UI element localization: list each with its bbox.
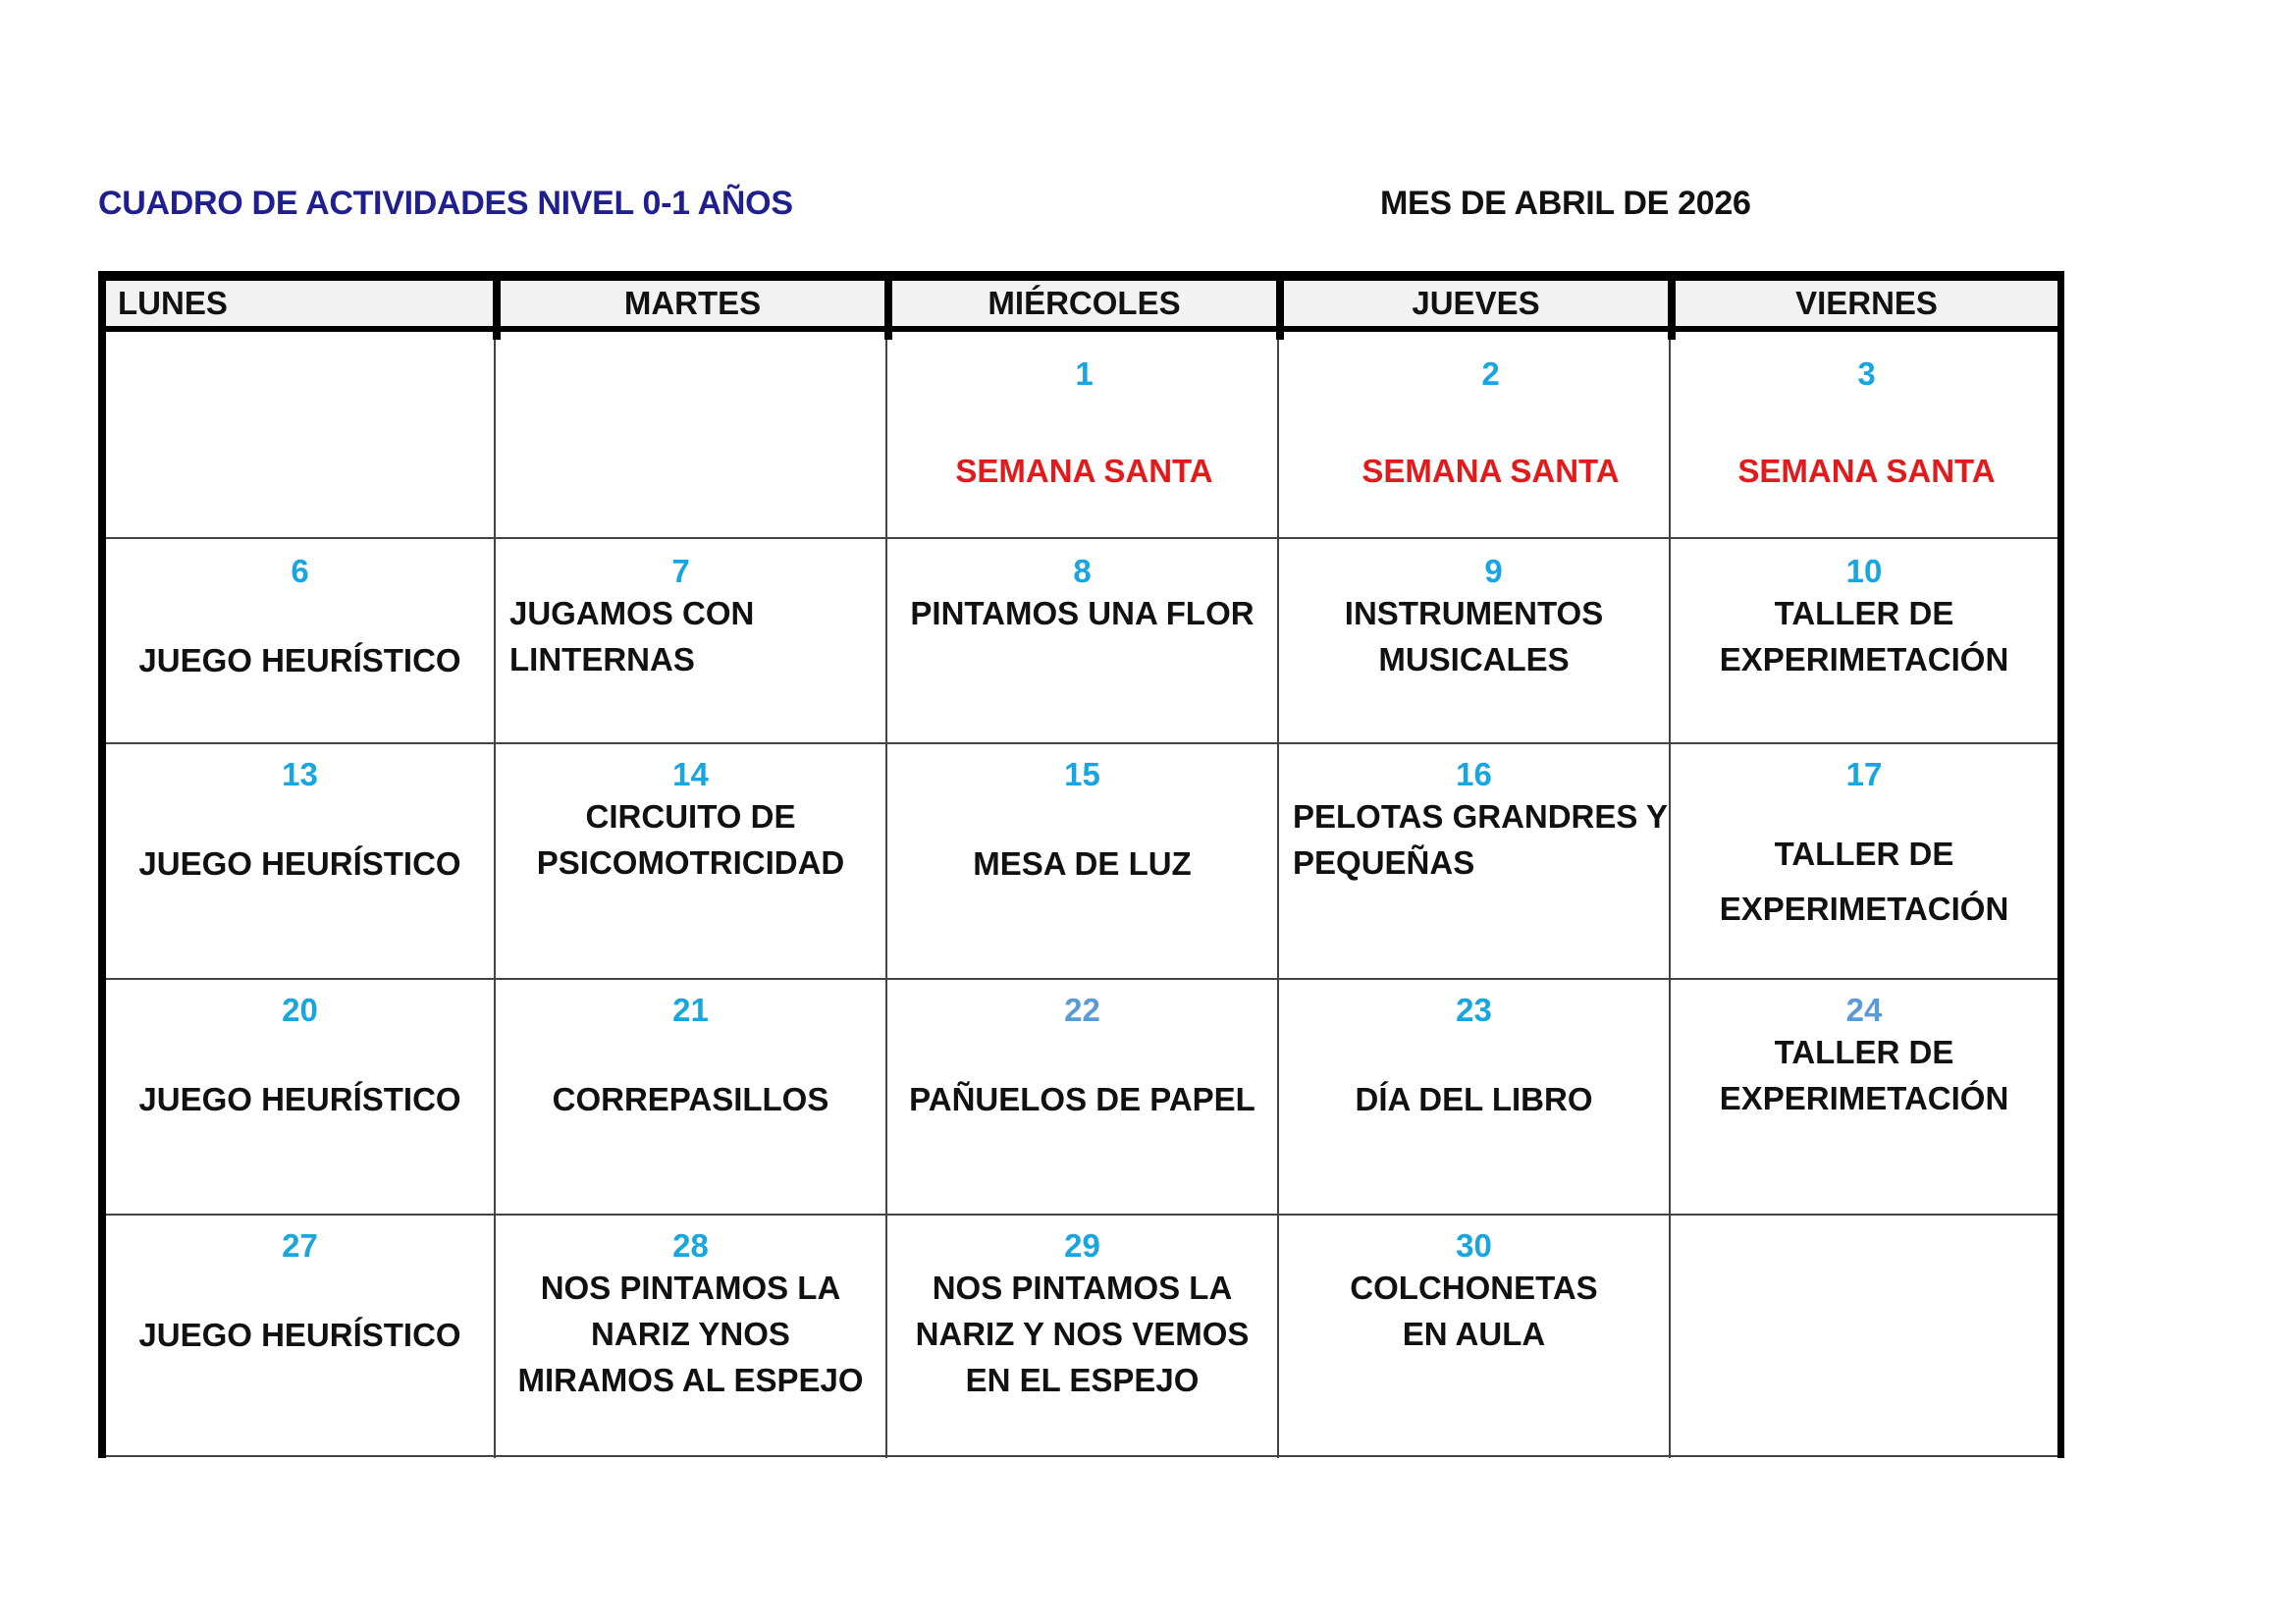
activity-text: NOS PINTAMOS LA NARIZ YNOS MIRAMOS AL ESPEJO <box>517 1270 864 1398</box>
calendar-cell <box>496 1216 885 1455</box>
day-number: 27 <box>282 1227 318 1264</box>
calendar-cell <box>1279 980 1669 1214</box>
header-separator <box>1276 271 1284 340</box>
calendar-cell <box>1671 539 2057 742</box>
header-jueves: JUEVES <box>1284 279 1668 332</box>
calendar-cell <box>887 980 1277 1214</box>
header-viernes: VIERNES <box>1676 279 2057 332</box>
activity-text: MESA DE LUZ <box>973 845 1192 882</box>
header-martes: MARTES <box>501 279 884 332</box>
header-separator <box>493 271 501 340</box>
day-number: 30 <box>1456 1227 1492 1264</box>
day-number: 28 <box>672 1227 709 1264</box>
activity-text: SEMANA SANTA <box>1737 453 1996 489</box>
activity-text: CIRCUITO DE PSICOMOTRICIDAD <box>536 798 845 881</box>
day-number: 1 <box>1075 355 1094 392</box>
activity-text: PELOTAS GRANDRES Y PEQUEÑAS <box>1293 798 1668 881</box>
calendar-cell <box>892 342 1276 537</box>
calendar-cell <box>1279 1216 1669 1455</box>
header-separator <box>1668 271 1676 340</box>
day-number: 29 <box>1064 1227 1100 1264</box>
day-number: 9 <box>1484 553 1503 589</box>
day-number: 21 <box>672 992 709 1028</box>
table-left-border <box>98 271 106 1458</box>
activity-text: TALLER DE EXPERIMETACIÓN <box>1719 1034 2009 1116</box>
header-separator <box>884 271 892 340</box>
day-number: 3 <box>1857 355 1876 392</box>
day-number: 17 <box>1845 756 1883 792</box>
day-number: 20 <box>282 992 318 1028</box>
day-number: 8 <box>1073 553 1092 589</box>
header-miercoles: MIÉRCOLES <box>892 279 1276 332</box>
activity-text: JUEGO HEURÍSTICO <box>138 1081 461 1117</box>
page-title: CUADRO DE ACTIVIDADES NIVEL 0-1 AÑOS <box>98 185 793 222</box>
day-number: 16 <box>1456 756 1492 792</box>
activity-text: PINTAMOS UNA FLOR <box>910 595 1255 631</box>
activity-text: TALLER DE EXPERIMETACIÓN <box>1719 836 2009 927</box>
day-number: 14 <box>672 756 709 792</box>
calendar-cell <box>887 744 1277 978</box>
calendar-cell <box>496 980 885 1214</box>
activity-text: JUGAMOS CON LINTERNAS <box>509 595 755 677</box>
day-number: 15 <box>1064 756 1100 792</box>
activity-text: JUEGO HEURÍSTICO <box>138 845 461 882</box>
activity-text: TALLER DE EXPERIMETACIÓN <box>1719 595 2009 677</box>
calendar-cell <box>106 1216 494 1455</box>
activity-text: JUEGO HEURÍSTICO <box>138 642 461 678</box>
calendar-cell <box>106 980 494 1214</box>
table-right-border <box>2057 271 2064 1458</box>
table-bottom-border <box>106 1455 2057 1457</box>
day-number: 24 <box>1845 992 1883 1028</box>
activity-text: JUEGO HEURÍSTICO <box>138 1317 461 1353</box>
calendar-cell <box>1279 744 1669 978</box>
activity-text: SEMANA SANTA <box>1362 453 1620 489</box>
day-number: 10 <box>1845 553 1883 589</box>
activity-text: DÍA DEL LIBRO <box>1355 1081 1593 1117</box>
calendar-cell <box>1279 539 1669 742</box>
calendar-cell <box>1671 744 2057 978</box>
activity-text: PAÑUELOS DE PAPEL <box>909 1081 1255 1117</box>
table-top-border <box>98 271 2064 279</box>
activity-text: CORREPASILLOS <box>552 1081 829 1117</box>
day-number: 13 <box>282 756 318 792</box>
day-number: 7 <box>671 553 690 589</box>
calendar-cell <box>887 539 1277 742</box>
day-number: 6 <box>291 553 309 589</box>
activity-calendar-table <box>98 271 2064 1456</box>
calendar-cell <box>1284 342 1668 537</box>
day-number: 22 <box>1064 992 1100 1028</box>
calendar-cell <box>496 539 885 742</box>
month-label: MES DE ABRIL DE 2026 <box>1380 185 1751 222</box>
activity-text: SEMANA SANTA <box>955 453 1213 489</box>
activity-text: NOS PINTAMOS LA NARIZ Y NOS VEMOS EN EL ESPEJO <box>915 1270 1250 1398</box>
activity-text: COLCHONETAS EN AULA <box>1350 1270 1598 1352</box>
day-number: 23 <box>1456 992 1492 1028</box>
header-lunes: LUNES <box>106 279 493 332</box>
activity-text: INSTRUMENTOS MUSICALES <box>1344 595 1604 677</box>
calendar-cell <box>106 539 494 742</box>
calendar-cell <box>496 744 885 978</box>
calendar-cell <box>106 744 494 978</box>
calendar-cell <box>887 1216 1277 1455</box>
calendar-cell <box>1671 980 2057 1214</box>
calendar-cell <box>1676 342 2057 537</box>
day-number: 2 <box>1481 355 1500 392</box>
